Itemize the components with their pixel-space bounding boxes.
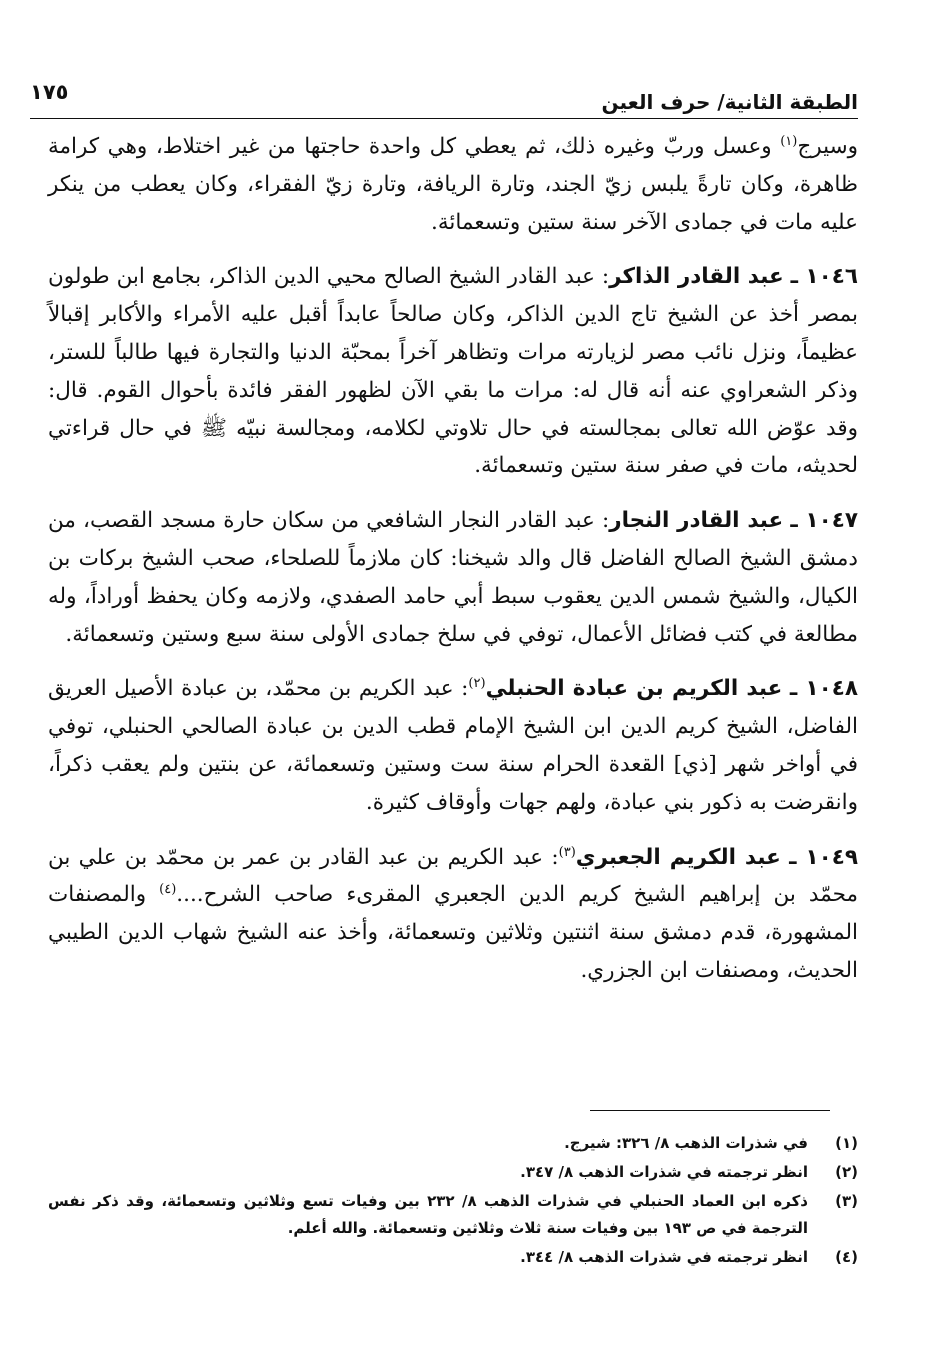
- footnote-text: انظر ترجمته في شذرات الذهب ٨/ ٣٤٤.: [520, 1248, 808, 1266]
- footnote-ref-3: (٣): [558, 844, 576, 860]
- entry-name: عبد القادر الذاكر: [609, 264, 784, 290]
- running-title: الطبقة الثانية/ حرف العين: [601, 90, 858, 114]
- entry-text: : عبد القادر الشيخ الصالح محيي الدين الذاكر، بجامع ابن طولون بمصر أخذ عن الشيخ تاج الدين الذاكر، وكان صالحاً عابداً أقبل عليه الأمراء والأكابر إقبالاً عظيماً، ونزل نائب مصر لزيارته مرات وتظاهر آخراً بمحبّة الدنيا والتجارة فيها طالباً للستر، وذكر الشعراوي عنه أنه قال له: مرات ما بقي الآن لظهور الفقر فائدة بأحوال القوم. قال: وقد عوّض الله تعالى بمجالسته في حال تلاوتي لكلامه، ومجالسة نبيّه ﷺ في حال قراءتي لحديثه، مات في صفر سنة ستين وتسعمائة.: [48, 264, 858, 479]
- entry-number: ١٠٤٩ ـ: [789, 844, 858, 870]
- entry-name: عبد الكريم الجعبري: [575, 844, 781, 870]
- footnote-text: انظر ترجمته في شذرات الذهب ٨/ ٣٤٧.: [520, 1163, 808, 1181]
- footnote-ref-1: (١): [780, 133, 798, 149]
- continuation-paragraph: [48, 128, 858, 241]
- continuation-start: وسيرج: [797, 134, 858, 159]
- entry-text: : عبد الكريم بن عبد القادر بن عمر بن محمّد بن علي بن محمّد بن إبراهيم الشيخ كريم الدين الجعبري المقرىء صاحب الشرح....: [48, 844, 858, 908]
- entry-1046: [48, 258, 858, 485]
- footnote-text: في شذرات الذهب ٨/ ٣٢٦: شيرج.: [564, 1134, 808, 1152]
- footnote-ref-4: (٤): [159, 882, 177, 898]
- entry-number: ١٠٤٧ ـ: [790, 508, 858, 534]
- body-text: [48, 128, 858, 1007]
- entry-text-continued: والمصنفات المشهورة، قدم دمشق سنة اثنتين وثلاثين وتسعمائة، وأخذ عنه الشيخ شهاب الدين الطيبي الحديث، ومصنفات ابن الجزري.: [48, 882, 858, 983]
- footnote-4: [48, 1244, 858, 1271]
- entry-name: عبد القادر النجار: [609, 508, 784, 534]
- entry-number: ١٠٤٨ ـ: [789, 676, 859, 702]
- footnote-number: (١): [835, 1134, 858, 1152]
- page-number: ١٧٥: [30, 80, 69, 104]
- continuation-text: وعسل وربّ وغيره ذلك، ثم يعطي كل واحدة حاجتها من غير اختلاط، وهي كرامة ظاهرة، وكان تارةً يلبس زيّ الجند، وتارة الريافة، وتارة زيّ الفقراء، وكان يعطب من ينكر عليه مات في جمادى الآخر سنة ستين وتسعمائة.: [48, 134, 858, 235]
- entry-name: عبد الكريم بن عبادة الحنبلي: [485, 676, 783, 702]
- page-header: [30, 72, 858, 119]
- entry-text: : عبد القادر النجار الشافعي من سكان حارة مسجد القصب، من دمشق الشيخ الصالح الفاضل قال والد شيخنا: كان ملازماً للصلحاء، صحب الشيخ بركات بن الكيال، والشيخ شمس الدين يعقوب سبط أبي حامد الصفدي، ولازمه وكان يحفظ أوراداً، وله مطالعة في كتب فضائل الأعمال، توفي في سلخ جمادى الأولى سنة سبع وستين وتسعمائة.: [48, 508, 858, 647]
- footnote-number: (٤): [835, 1248, 858, 1266]
- footnote-text: ذكره ابن العماد الحنبلي في شذرات الذهب ٨/ ٢٣٢ بين وفيات تسع وثلاثين وتسعمائة، وقد ذكر نفس الترجمة في ص ١٩٣ بين وفيات سنة ثلاث وثلاثين وتسعمائة. والله أعلم.: [48, 1192, 808, 1237]
- entry-number: ١٠٤٦ ـ: [790, 264, 858, 290]
- footnote-divider: [590, 1110, 830, 1111]
- footnotes: [48, 1130, 858, 1273]
- footnote-number: (٣): [835, 1192, 858, 1210]
- footnote-ref-2: (٢): [468, 676, 486, 692]
- entry-1049: [48, 839, 858, 990]
- footnote-2: [48, 1159, 858, 1186]
- footnote-number: (٢): [835, 1163, 858, 1181]
- footnote-1: [48, 1130, 858, 1157]
- entry-1048: [48, 670, 858, 821]
- footnote-3: [48, 1188, 858, 1242]
- entry-1047: [48, 502, 858, 653]
- entry-text: : عبد الكريم بن محمّد، بن عبادة الأصيل العريق الفاضل، الشيخ كريم الدين ابن الشيخ الإمام قطب الدين بن عبادة الصالحي الحنبلي، توفي في أواخر شهر [ذي] القعدة الحرام سنة ست وستين وتسعمائة، عن بنتين ولم يعقب ذكراً، وانقرضت به ذكور بني عبادة، ولهم جهات وأوقاف كثيرة.: [48, 676, 858, 815]
